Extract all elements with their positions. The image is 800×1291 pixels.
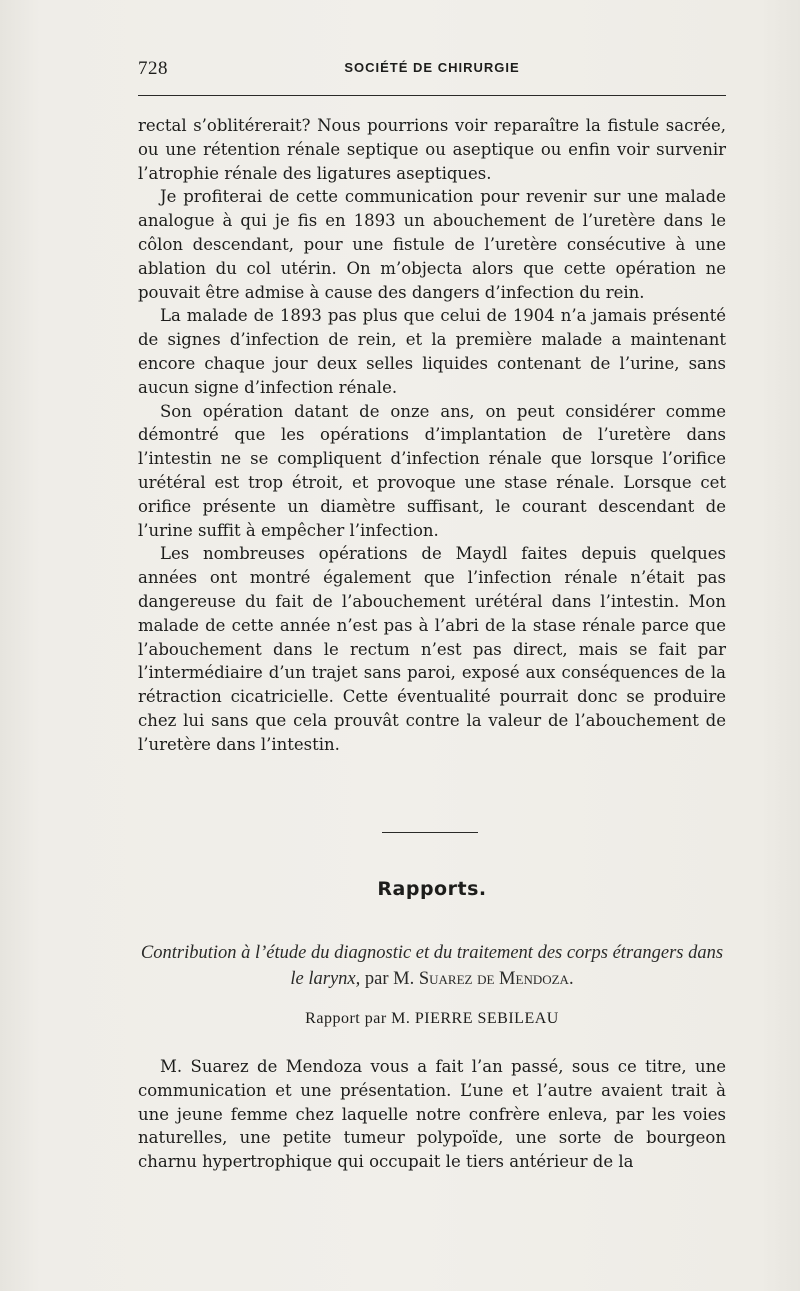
article-author-end: . [568,969,574,989]
paragraph: Son opération datant de onze ans, on peut considérer comme démontré que les opérations d’implantation de l’uretère dans l’intestin ne se compliquent d’infection rénale que lorsque l’orifice urétéral est trop étroit, et provoque une stase rénale. Lorsque cet orifice présente un diamètre suffisant, le courant descendant de l’urine suffit à empêcher l’infection. [138,401,726,540]
section-title: Rapports. [377,878,487,900]
report-text [138,1055,726,1174]
paragraph: Je profiterai de cette communication pour revenir sur une malade analogue à qui je fis en 1893 un abouchement de l’uretère dans le côlon descendant, pour une fistule de l’uretère consécutive à une ablation du col utérin. On m’objecta alors que cette opération ne pouvait être admise à cause des dangers d’infection du rein. [138,187,726,302]
running-head: SOCIÉTÉ DE CHIRURGIE [344,60,520,75]
paragraph: M. Suarez de Mendoza vous a fait l’an passé, sous ce titre, une communication et une présentation. L’une et l’autre avaient trait à une jeune femme chez laquelle notre confrère enleva, par les voies naturelles, une petite tumeur polypoïde, une sorte de bourgeon charnu hypertrophique qui occupait le tiers antérieur de la [138,1057,726,1172]
section-separator [382,832,478,833]
paragraph: Les nombreuses opérations de Maydl faites depuis quelques années ont montré également que l’infection rénale n’était pas dangereuse du fait de l’abouchement urétéral dans l’intestin. Mon malade de cette année n’est pas à l’abri de la stase rénale parce que l’abouchement dans le rectum n’est pas direct, mais se fait par l’intermédiaire d’un trajet sans paroi, exposé aux conséquences de la rétraction cicatricielle. Cette éventualité pourrait donc se produire chez lui sans que cela prouvât contre la valeur de l’abouchement de l’uretère dans l’intestin. [138,544,726,754]
header-rule [138,95,726,96]
article-title [138,940,726,992]
article-author: Suarez de Mendoza [418,969,569,989]
page-header [138,58,726,82]
paragraph: La malade de 1893 pas plus que celui de 1904 n’a jamais présenté de signes d’infection de rein, et la première malade a maintenant encore chaque jour deux selles liquides contenant de l’urine, sans aucun signe d’infection rénale. [138,306,726,397]
report-byline: Rapport par M. PIERRE SEBILEAU [305,1010,559,1027]
page-number: 728 [138,58,168,79]
article-title-by: par M. [360,969,419,989]
paragraph: rectal s’oblitérerait? Nous pourrions voir reparaître la fistule sacrée, ou une rétention rénale septique ou aseptique ou enfin voir survenir l’atrophie rénale des ligatures aseptiques. [138,116,726,183]
article-title-italic: Contribution à l’étude du diagnostic et du traitement des corps étrangers dans le larynx, [140,943,724,989]
body-text [138,114,726,757]
